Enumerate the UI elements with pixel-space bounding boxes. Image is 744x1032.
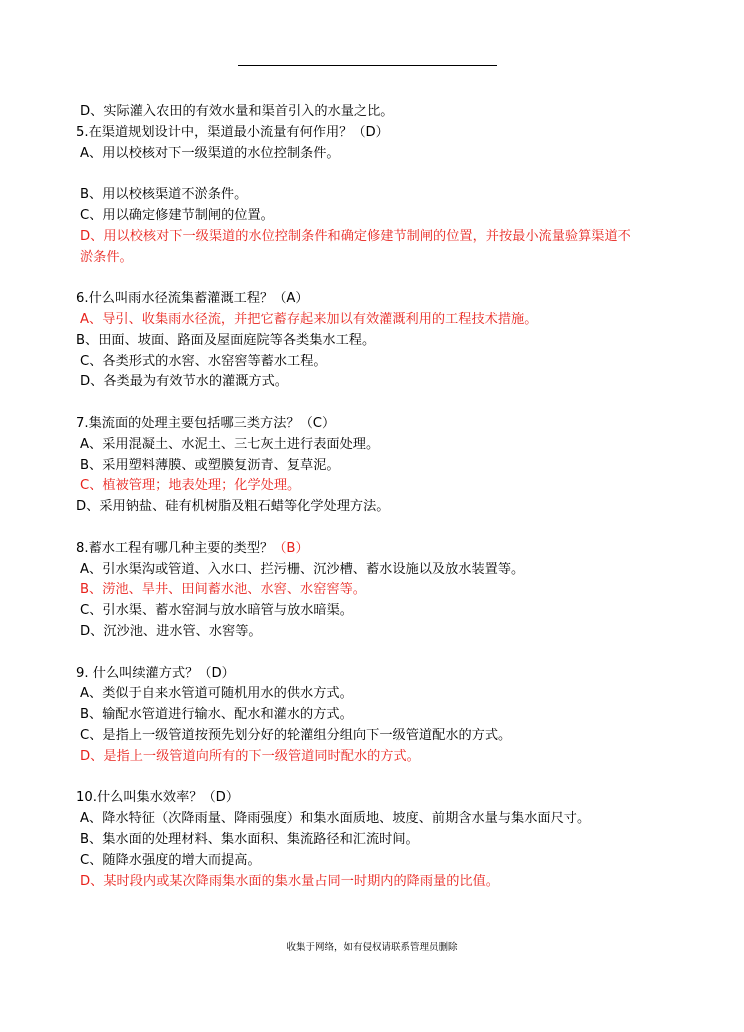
text-line: D、某时段内或某次降雨集水面的集水量占同一时期内的降雨量的比值。 [80, 873, 499, 889]
text-line: C、随降水强度的增大而提高。 [80, 852, 261, 868]
text-line: C、植被管理；地表处理；化学处理。 [80, 478, 301, 494]
answer-mark: （B） [273, 540, 309, 556]
text-line: A、采用混凝土、水泥土、三七灰土进行表面处理。 [80, 436, 380, 452]
text-line: 6.什么叫雨水径流集蓄灌溉工程？（A） [76, 291, 309, 307]
text-line: 9. 什么叫续灌方式？（D） [76, 665, 235, 681]
text-line: B、田面、坡面、路面及屋面庭院等各类集水工程。 [76, 332, 376, 348]
text-line: B、输配水管道进行输水、配水和灌水的方式。 [80, 707, 353, 723]
text-line: A、引水渠沟或管道、入水口、拦污栅、沉沙槽、蓄水设施以及放水装置等。 [80, 561, 525, 577]
text-line: A、类似于自来水管道可随机用水的供水方式。 [80, 686, 353, 702]
text-line: A、用以校核对下一级渠道的水位控制条件。 [80, 145, 340, 161]
text-line: D、实际灌入农田的有效水量和渠首引入的水量之比。 [80, 104, 394, 119]
text-line: 淤条件。 [80, 249, 133, 265]
text-line: D、各类最为有效节水的灌溉方式。 [80, 374, 288, 390]
text-line: 5.在渠道规划设计中，渠道最小流量有何作用？（D） [76, 124, 389, 140]
text-line: 8.蓄水工程有哪几种主要的类型？（B） [76, 540, 309, 556]
text-line: C、是指上一级管道按预先划分好的轮灌组分组向下一级管道配水的方式。 [80, 728, 512, 743]
text-line: A、导引、收集雨水径流，并把它蓄存起来加以有效灌溉利用的工程技术措施。 [80, 312, 538, 327]
text-line: 7.集流面的处理主要包括哪三类方法？（C） [76, 416, 336, 431]
text-line: C、各类形式的水窖、水窑窖等蓄水工程。 [80, 353, 327, 369]
text-line: B、用以校核渠道不淤条件。 [80, 187, 248, 203]
text-line: C、引水渠、蓄水窑洞与放水暗管与放水暗渠。 [80, 603, 353, 619]
text-line: 10.什么叫集水效率？（D） [76, 790, 240, 806]
text-line: D、沉沙池、进水管、水窖等。 [80, 624, 262, 639]
text-line: B、集水面的处理材料、集水面积、集流路径和汇流时间。 [80, 832, 419, 847]
text-line: D、是指上一级管道向所有的下一级管道同时配水的方式。 [80, 748, 420, 764]
text-line: A、降水特征（次降雨量、降雨强度）和集水面质地、坡度、前期含水量与集水面尺寸。 [80, 811, 591, 827]
text-line: B、涝池、旱井、田间蓄水池、水窖、水窑窖等。 [80, 582, 366, 598]
text-line: D、用以校核对下一级渠道的水位控制条件和确定修建节制闸的位置，并按最小流量验算渠道不 [80, 228, 631, 244]
text-line: D、采用钠盐、硅有机树脂及粗石蜡等化学处理方法。 [76, 499, 390, 515]
text-line: C、用以确定修建节制闸的位置。 [80, 208, 274, 223]
header-rule [238, 65, 497, 66]
footer-note: 收集于网络，如有侵权请联系管理员删除 [286, 942, 458, 953]
text-line: B、采用塑料薄膜、或塑膜复沥青、复草泥。 [80, 457, 340, 473]
